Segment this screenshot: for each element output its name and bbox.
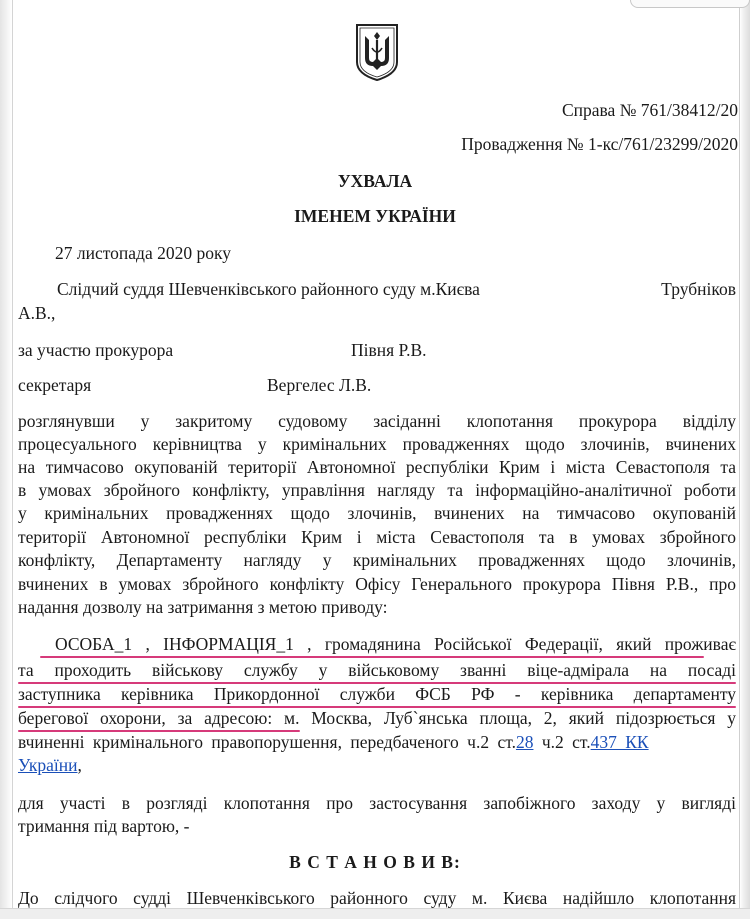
article-28-link[interactable]: 28 <box>515 732 534 752</box>
paragraph-line: конфлікту, Департаменту нагляду у кримінальних провадженнях щодо злочинів, <box>18 550 736 570</box>
suspect-line: берегової охорони, за адресою: м. Москва, Луб`янська площа, 2, який підозрюється у <box>18 708 736 728</box>
paragraph-line: розглянувши у закритому судовому засіданні клопотання прокурора відділу <box>18 411 736 431</box>
suspect-line-end <box>18 755 82 775</box>
document-date: 27 листопада 2020 року <box>55 243 231 263</box>
highlight-stroke <box>40 656 704 658</box>
judge-line: Слідчий суддя Шевченківського районного суду м.Києва <box>57 279 480 299</box>
charge-text: вчиненні кримінального правопорушення, передбаченого ч.2 ст. <box>18 732 516 752</box>
window-tab-fragment <box>630 0 750 8</box>
paragraph-line: вчинених в умовах збройного конфлікту Офісу Генерального прокурора Півня Р.В., про <box>18 574 736 594</box>
trident-emblem-icon <box>354 22 400 82</box>
document-type: УХВАЛА <box>337 171 413 191</box>
paragraph-line: тримання під вартою, - <box>18 816 190 836</box>
paragraph-line: надання дозволу на затримання з метою приводу: <box>18 597 388 617</box>
paragraph-line: процесуального керівництва у кримінальних провадженнях щодо злочинів, вчинених <box>18 434 736 454</box>
article-437-link[interactable]: 437 КК <box>590 732 649 752</box>
charge-text-mid: ч.2 ст. <box>533 732 591 752</box>
suspect-line: та проходить військову службу у військовому званні віце-адмірала на посаді <box>18 660 736 680</box>
document-name: ІМЕНЕМ УКРАЇНИ <box>294 206 456 226</box>
paragraph-line: в умовах збройного конфлікту, управління нагляду та інформаційно-аналітичної роботи <box>18 480 736 500</box>
highlight-stroke <box>18 730 300 732</box>
page-edge-right <box>739 0 750 918</box>
comma: , <box>77 755 82 775</box>
cut-off-line: До слідчого судді Шевченківського районного суду м. Києва надійшло клопотання <box>18 888 736 908</box>
section-heading: В С Т А Н О В И В: <box>289 852 461 872</box>
highlight-stroke <box>18 706 736 708</box>
secretary-name: Вергелес Л.В. <box>267 375 372 395</box>
paragraph-line: у кримінальних провадженнях щодо злочинів, вчинених на тимчасово окупованій <box>18 503 736 523</box>
paragraph-line: території Автономної республіки Крим і міста Севастополя та в умовах збройного <box>18 527 736 547</box>
case-number: Справа № 761/38412/20 <box>561 100 738 120</box>
page-edge-left <box>0 0 13 918</box>
prosecutor-name: Півня Р.В. <box>351 340 427 360</box>
secretary-label: секретаря <box>18 375 92 395</box>
bottom-bar <box>0 908 750 919</box>
highlight-stroke <box>18 682 736 684</box>
suspect-line: ОСОБА_1 , ІНФОРМАЦІЯ_1 , громадянина Російської Федерації, який проживає <box>55 634 736 654</box>
judge-surname: Трубніков <box>661 279 736 299</box>
criminal-code-link[interactable]: України <box>18 755 78 775</box>
prosecutor-label: за участю прокурора <box>18 340 174 360</box>
paragraph-line: для участі в розгляді клопотання про застосування запобіжного заходу у вигляді <box>18 793 736 813</box>
suspect-line: заступника керівника Прикордонної служби ФСБ РФ - керівника департаменту <box>18 684 736 704</box>
proceeding-number: Провадження № 1-кс/761/23299/2020 <box>461 134 738 154</box>
judge-initials: А.В., <box>18 303 56 323</box>
paragraph-line: на тимчасово окупованій території Автономної республіки Крим і міста Севастополя та <box>18 457 736 477</box>
suspect-line-last <box>18 732 649 752</box>
